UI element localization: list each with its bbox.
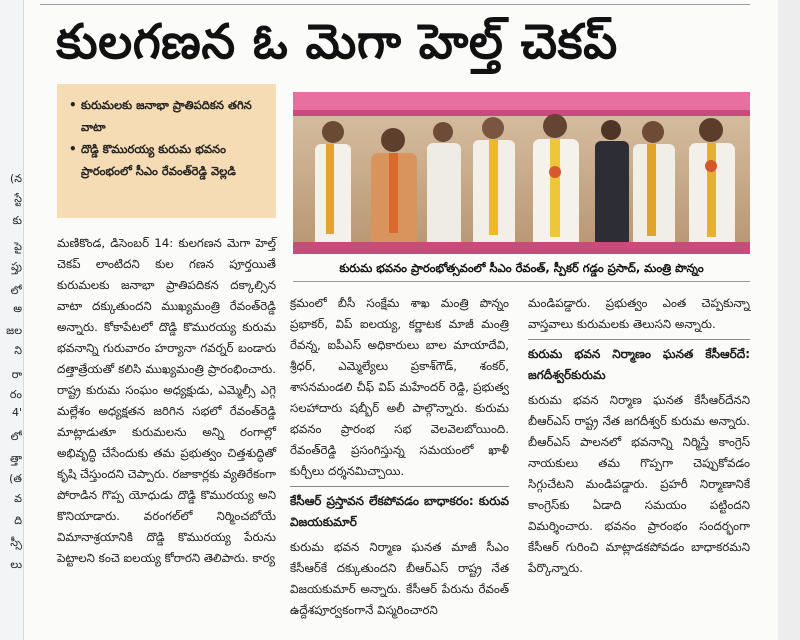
adjacent-text-fragment: త్తా bbox=[9, 452, 22, 465]
body-paragraph: మండిపడ్డారు. ప్రభుత్వం ఎంత చెప్పకున్నా వాస్తవాలు కురుమలకు తెలుసని అన్నారు. bbox=[528, 296, 750, 331]
bullet-icon: • bbox=[69, 142, 77, 156]
page-margin bbox=[778, 0, 800, 640]
adjacent-text-fragment: (న bbox=[9, 172, 22, 185]
body-paragraph: క్రమంలో బీసీ సంక్షేమ శాఖ మంత్రి పొన్నం ప్రభాకర్, విప్ ఐలయ్య, కర్ణాటక మాజీ మంత్రి రేవన్న, ఐపీఎస్ అధికారులు బాల మాయాదేవి, శ్రీధర్, ఎమ్మెల్యేలు ప్రకాశ్‌గౌడ్, శంకర్, శాసనమండలి చీఫ్ విప్ మహేందర్ రెడ్డి, ప్రభుత్వ సలహాదారు షబ్బీర్ అలీ పాల్గొన్నారు. కురుమ భవనం ప్రారంభ సభ వెలవెలబోయింది. రేవంత్‌రెడ్డి ప్రసంగిస్తున్న సమయంలో ఖాళీ కుర్చీలు దర్శనమిచ్చాయి. bbox=[290, 296, 509, 478]
article-column-1 bbox=[57, 233, 276, 569]
body-paragraph: కురుమ భవన నిర్మాణ ఘనత మాజీ సీఎం కేసీఆర్‌కే దక్కుతుందని బీఆర్ఎస్ రాష్ట్ర నేత విజయకుమార్ అన్నారు. కేసీఆర్ పేరును రేవంత్ ఉద్దేశపూర్వకంగానే విస్మరించారని bbox=[290, 540, 509, 617]
subheading: కురుమ భవన నిర్మాణం ఘనత కేసీఆర్‌దే: జగదీశ్వర్‌కురుమ bbox=[528, 339, 750, 386]
article-column-3 bbox=[528, 293, 750, 579]
article-column-2 bbox=[290, 293, 509, 621]
adjacent-text-fragment: రా bbox=[11, 368, 22, 381]
event-photo-illustration bbox=[293, 92, 750, 254]
highlight-text: కురుమలకు జనాభా ప్రాతిపదికన తగిన వాటా bbox=[81, 98, 252, 134]
adjacent-text-fragment: స్సీ bbox=[10, 536, 22, 549]
highlight-text: దొడ్డి కొమురయ్య కురుమ భవనం ప్రారంభంలో సీఎం రేవంత్‌రెడ్డి వెల్లడి bbox=[81, 142, 236, 178]
adjacent-text-fragment: పై bbox=[14, 240, 22, 253]
adjacent-text-fragment: ది bbox=[14, 514, 22, 527]
adjacent-text-fragment: ని bbox=[14, 344, 22, 357]
adjacent-article-fragment bbox=[0, 0, 24, 640]
adjacent-text-fragment: 4' bbox=[11, 406, 22, 419]
adjacent-text-fragment: లో bbox=[10, 284, 22, 297]
headline: కులగణన ఓ మెగా హెల్త్ చెకప్ bbox=[56, 14, 618, 70]
top-rule bbox=[40, 4, 750, 5]
adjacent-text-fragment: ప్తు bbox=[11, 260, 22, 273]
highlight-item bbox=[67, 94, 266, 138]
adjacent-text-fragment: కు bbox=[12, 214, 22, 227]
adjacent-text-fragment: అ bbox=[13, 302, 22, 315]
bullet-icon: • bbox=[69, 98, 77, 112]
highlight-item bbox=[67, 138, 266, 182]
body-paragraph: కురుమ భవన నిర్మాణ ఘనత కేసీఆర్‌దేనని బీఆర్ఎస్ రాష్ట్ర నేత జగదీశ్వర్ కురుమ అన్నారు. బీఆర్ఎస్ పాలనలో భవనాన్ని నిర్మిస్తే కాంగ్రెస్ నాయకులు తమ గొప్పగా చెప్పుకోవడం సిగ్గుచేటని మండిపడ్డారు. ప్రహరీ నిర్మాణానికే కాంగ్రెస్‌కు ఏడాది సమయం పట్టిందని విమర్శించారు. భవనం ప్రారంభం సందర్భంగా కేసీఆర్ గురించి మాట్లాడకపోవడం బాధాకరమని పేర్కొన్నారు. bbox=[528, 393, 750, 575]
adjacent-text-fragment: జల bbox=[6, 324, 22, 337]
adjacent-text-fragment: లు bbox=[10, 558, 22, 571]
adjacent-text-fragment: వ bbox=[14, 492, 22, 505]
subheading: కేసీఆర్ ప్రస్తావన లేకపోవడం బాధాకరం: కురువ విజయకుమార్ bbox=[290, 486, 509, 533]
highlights-box bbox=[57, 84, 276, 218]
adjacent-text-fragment: లో bbox=[10, 430, 22, 443]
adjacent-text-fragment: స్టే bbox=[14, 192, 22, 205]
adjacent-text-fragment: (త bbox=[9, 472, 22, 485]
event-photo bbox=[293, 92, 750, 254]
photo-caption: కురుమ భవనం ప్రారంభోత్సవంలో సీఎం రేవంత్, స్పీకర్ గడ్డం ప్రసాద్, మంత్రి పొన్నం bbox=[293, 254, 750, 282]
body-paragraph: మణికొండ, డిసెంబర్ 14: కులగణన మెగా హెల్త్ చెకప్ లాంటిదని కుల గణన పూర్తయితే కురుమలకు జనాభా ప్రాతిపదికన దక్కాల్సిన వాటా దక్కుతుందని ముఖ్యమంత్రి రేవంత్‌రెడ్డి అన్నారు. కోకాపేటలో దొడ్డి కొమురయ్య కురుమ భవనాన్ని గురువారం హర్యానా గవర్నర్ బండారు దత్తాత్రేయతో కలిసి ముఖ్యమంత్రి ప్రారంభించారు. రాష్ట్ర కురుమ సంఘం అధ్యక్షుడు, ఎమ్మెల్సీ ఎగ్గె మల్లేశం అధ్యక్షతన జరిగిన సభలో రేవంత్‌రెడ్డి మాట్లాడుతూ కురుమలను అన్ని రంగాల్లో అభివృద్ధి చేసేందుకు తమ ప్రభుత్వం చిత్తశుద్ధితో కృషి చేస్తుందని చెప్పారు. రజాకార్లకు వ్యతిరేకంగా పోరాడిన గొప్ప యోధుడు దొడ్డి కొమురయ్య అని కొనియాడారు. వరంగల్‌లో నిర్మించబోయే విమానాశ్రయానికి దొడ్డి కొమురయ్య పేరును పెట్టాలని కంచె ఐలయ్య కోరారని తెలిపారు. కార్య bbox=[57, 236, 276, 565]
adjacent-text-fragment: రం bbox=[9, 388, 22, 401]
